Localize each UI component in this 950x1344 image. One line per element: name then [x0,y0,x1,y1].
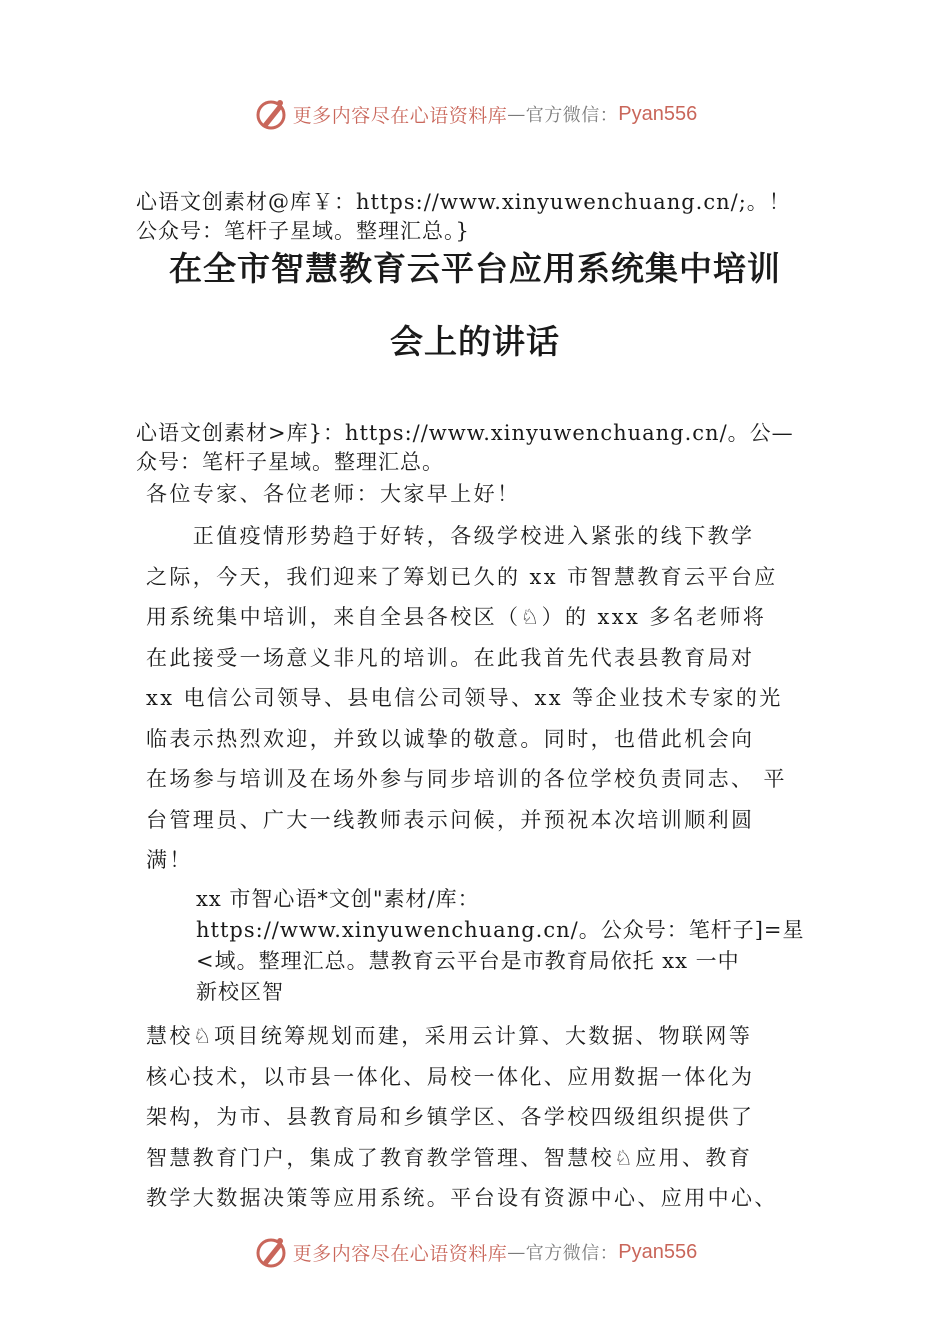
paragraph-line: 架构，为市、县教育局和乡镇学区、各学校四级组织提供了 [146,1105,755,1129]
paragraph-line: 在此接受一场意义非凡的培训。在此我首先代表县教育局对 [146,645,755,670]
pen-logo-icon [253,96,289,132]
footer-banner [0,1232,950,1272]
watermark-block-1 [136,188,791,246]
banner-main-text: 更多内容尽在心语资料库 [292,104,508,127]
paragraph-line: 教学大数据决策等应用系统。平台设有资源中心、应用中心、 [146,1186,778,1210]
banner-dash: — [507,1241,526,1263]
watermark-line: 新校区智 [196,980,284,1004]
pen-logo-icon [253,1234,289,1270]
watermark-line: 公众号：笔杆子星域。整理汇总。} [136,219,470,243]
paragraph-line: 核心技术，以市县一体化、局校一体化、应用数据一体化为 [146,1064,755,1089]
banner-wechat-label: 官方微信： [525,1243,619,1264]
watermark-line: 心语文创素材>库}：https://www.xinyuwenchuang.cn/。公— [136,421,794,445]
banner-main-text: 更多内容尽在心语资料库 [292,1242,508,1265]
watermark-line: xx 市智心语*文创"素材/库： [196,887,480,911]
banner-wechat-id: Pyan556 [618,102,698,125]
watermark-line: 众号：笔杆子星域。整理汇总。 [136,450,444,474]
watermark-line: <域。整理汇总。慧教育云平台是市教育局依托 xx 一中 [196,949,740,973]
paragraph-line: 满！ [146,848,193,872]
banner-dash: — [507,103,526,125]
document-title-line-2: 会上的讲话 [390,322,560,361]
paragraph-line: 临表示热烈欢迎，并致以诚挚的敬意。同时，也借此机会向 [146,726,755,751]
watermark-line: 心语文创素材@库￥：https://www.xinyuwenchuang.cn/;。！ [136,190,791,214]
paragraph-line: 正值疫情形势趋于好转，各级学校进入紧张的线下教学 [146,524,755,548]
watermark-block-2 [136,419,794,477]
greeting: 各位专家、各位老师：大家早上好！ [146,482,521,506]
watermark-block-3 [196,884,804,1008]
paragraph-line: xx 电信公司领导、县电信公司领导、xx 等企业技术专家的光 [146,686,783,710]
paragraph-line: 用系统集中培训，来自全县各校区（♘）的 xxx 多名老师将 [146,605,767,629]
watermark-line: https://www.xinyuwenchuang.cn/。公众号：笔杆子]=星 [196,918,805,942]
paragraph-1 [146,516,787,881]
paragraph-line: 台管理员、广大一线教师表示问候，并预祝本次培训顺利圆 [146,807,755,832]
paragraph-2 [146,1016,778,1219]
paragraph-line: 慧校♘项目统筹规划而建，采用云计算、大数据、物联网等 [146,1024,753,1048]
document-title-line-1: 在全市智慧教育云平台应用系统集中培训 [169,249,781,288]
banner-wechat-label: 官方微信： [525,105,619,126]
paragraph-line: 在场参与培训及在场外参与同步培训的各位学校负责同志、 平 [146,767,787,791]
paragraph-line: 之际，今天，我们迎来了筹划已久的 xx 市智慧教育云平台应 [146,564,778,589]
banner-wechat-id: Pyan556 [618,1240,698,1263]
paragraph-line: 智慧教育门户，集成了教育教学管理、智慧校♘应用、教育 [146,1145,753,1170]
header-banner [0,94,950,134]
